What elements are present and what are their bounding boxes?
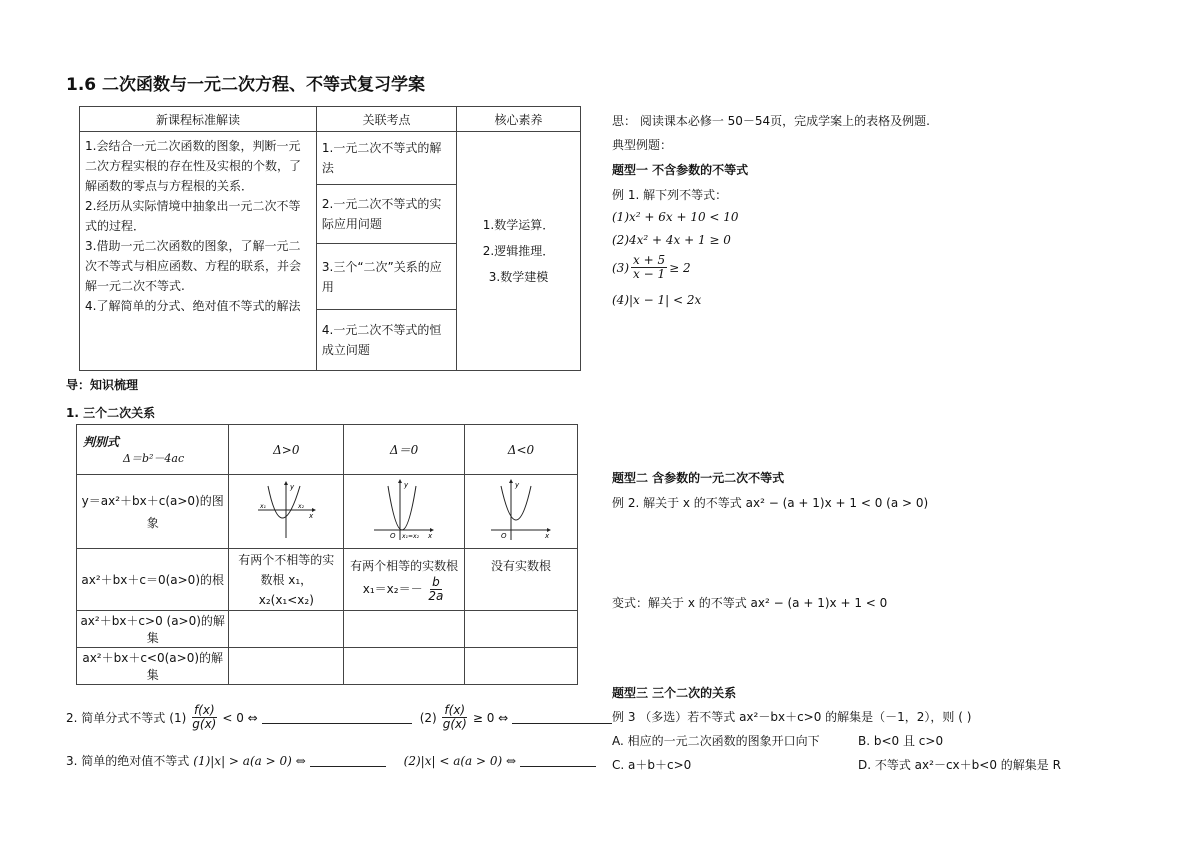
topic-cell: 3.三个“二次”关系的应用 (316, 244, 456, 309)
example1-item3-fraction (631, 254, 667, 281)
type2-heading: 题型二 含参数的一元二次不等式 (612, 471, 785, 485)
answer-blank[interactable] (520, 754, 596, 767)
col-delta-positive: Δ>0 (229, 425, 344, 475)
example2-prompt: 例 2. 解关于 x 的不等式 ax² − (a + 1)x + 1 < 0 (a > 0) (612, 496, 929, 510)
standards-cell (80, 132, 317, 371)
example1-item3 (612, 254, 691, 281)
literacy-cell (457, 132, 581, 371)
topic-cell: 1.一元二次不等式的解法 (316, 132, 456, 185)
corner-formula: Δ＝b²－4ac (123, 452, 185, 465)
option-b[interactable]: B. b<0 且 c>0 (858, 734, 944, 748)
axis-y-label: y (404, 481, 409, 489)
section-dao-heading: 导：知识梳理 (66, 378, 139, 392)
fraction-numerator: b (432, 575, 440, 589)
fraction-denominator: 2a (428, 589, 444, 603)
row-lt-label: ax²＋bx＋c<0(a>0)的解集 (77, 648, 229, 685)
origin-label: O (390, 532, 396, 540)
topic-cell: 2.一元二次不等式的实际应用问题 (316, 185, 456, 244)
option-c[interactable]: C. a＋b＋c>0 (612, 758, 692, 772)
standard-item: 1.会结合一元二次函数的图象，判断一元二次方程实根的存在性及实根的个数，了解函数的零点与方程根的关系． (85, 139, 302, 193)
typical-examples-heading: 典型例题： (612, 138, 673, 152)
blank-cell (344, 648, 465, 685)
origin-label: O (500, 532, 507, 540)
item3-prefix: 3. 简单的绝对值不等式 (66, 754, 190, 768)
row-graph-label: y＝ax²＋bx＋c(a>0)的图象 (77, 475, 229, 549)
item3-part1: (1)|x| > a(a > 0) ⇔ (193, 753, 306, 768)
example1-item2: (2)4x² + 4x + 1 ≥ 0 (612, 233, 731, 247)
double-root-label: x₁=x₂ (402, 533, 420, 540)
page-title: 1.6 二次函数与一元二次方程、不等式复习学案 (66, 75, 426, 95)
roots-two: 有两个不相等的实数根 x₁，x₂(x₁<x₂) (229, 549, 344, 611)
standard-item: 3.借助一元二次函数的图象，了解一元二次不等式与相应函数、方程的联系，并会解一元二次不等式. (85, 239, 302, 293)
literacy-item: 3.数学建模 (488, 270, 549, 284)
fraction-numerator: x + 5 (633, 253, 666, 267)
literacy-item: 2.逻辑推理． (482, 244, 555, 258)
fraction-denominator: g(x) (442, 717, 467, 731)
standard-item: 4.了解简单的分式、绝对值不等式的解法 (85, 299, 301, 313)
si-instruction: 思： 阅读课本必修一 50－54页，完成学案上的表格及例题. (612, 114, 930, 128)
root-x1-label: x₁ (260, 503, 267, 510)
example1-prompt: 例 1. 解下列不等式： (612, 188, 728, 202)
item2-relation1: < 0 ⇔ (222, 710, 258, 725)
parabola-one-root-graph (372, 478, 436, 542)
blank-cell (344, 611, 465, 648)
section1-heading: 1. 三个二次关系 (66, 406, 156, 420)
graph-one-root (344, 475, 465, 549)
axis-y-label: y (290, 483, 295, 491)
fraction-denominator: x − 1 (633, 267, 666, 281)
parabola-two-roots-graph (256, 480, 316, 540)
fraction-fx-gx (441, 704, 469, 731)
col-delta-negative: Δ<0 (464, 425, 577, 475)
example1-item4: (4)|x − 1| < 2x (612, 293, 702, 307)
item3-part2: (2)|x| < a(a > 0) ⇔ (403, 753, 517, 768)
roots-equal-fraction (426, 576, 445, 603)
row-gt-label: ax²＋bx＋c>0 (a>0)的解集 (77, 611, 229, 648)
literacy-item: 1.数学运算． (482, 218, 555, 232)
roots-none: 没有实数根 (464, 549, 577, 611)
corner-title: 判别式 (83, 435, 120, 449)
axis-x-label: x (544, 532, 550, 540)
discriminant-corner (77, 425, 229, 475)
blank-cell (229, 648, 344, 685)
example1-item3-label: (3) (612, 260, 629, 275)
fraction-inequality-line (66, 704, 612, 731)
answer-blank[interactable] (512, 711, 612, 724)
row-roots-label: ax²＋bx＋c＝0(a>0)的根 (77, 549, 229, 611)
variant-prompt: 变式：解关于 x 的不等式 ax² − (a + 1)x + 1 < 0 (612, 596, 888, 610)
col-header-standards: 新课程标准解读 (80, 107, 317, 132)
example3-prompt: 例 3 （多选）若不等式 ax²－bx＋c>0 的解集是（－1，2），则 ( ) (612, 710, 972, 724)
blank-cell (464, 611, 577, 648)
fraction-denominator: g(x) (192, 717, 217, 731)
graph-two-roots (229, 475, 344, 549)
example1-item3-relation: ≥ 2 (669, 260, 691, 275)
col-header-topics: 关联考点 (316, 107, 456, 132)
root-x2-label: x₂ (298, 503, 305, 510)
abs-inequality-line (66, 752, 596, 769)
standard-item: 2.经历从实际情境中抽象出一元二次不等式的过程． (85, 199, 301, 233)
col-header-literacy: 核心素养 (457, 107, 581, 132)
type1-heading: 题型一 不含参数的不等式 (612, 163, 749, 177)
axis-x-label: x (428, 532, 433, 540)
answer-blank[interactable] (262, 711, 412, 724)
roots-equal (344, 549, 465, 611)
type3-heading: 题型三 三个二次的关系 (612, 686, 737, 700)
three-quadratics-table (76, 424, 578, 685)
blank-cell (229, 611, 344, 648)
axis-x-label: x (309, 512, 314, 520)
answer-blank[interactable] (310, 754, 386, 767)
fraction-fx-gx (190, 704, 218, 731)
example1-item1: (1)x² + 6x + 10 < 10 (612, 210, 739, 224)
axis-y-label: y (514, 481, 520, 489)
option-a[interactable]: A. 相应的一元二次函数的图象开口向下 (612, 734, 820, 748)
item2-prefix: 2. 简单分式不等式 (66, 711, 166, 725)
blank-cell (464, 648, 577, 685)
option-d[interactable]: D. 不等式 ax²－cx＋b<0 的解集是 R (858, 758, 1061, 772)
roots-equal-text: 有两个相等的实数根 x₁＝x₂＝－ (350, 559, 459, 596)
item2-part1-label: (1) (169, 710, 187, 725)
item2-part2-label: (2) (419, 710, 437, 725)
topic-cell: 4.一元二次不等式的恒成立问题 (316, 309, 456, 370)
parabola-no-root-graph (489, 478, 553, 542)
fraction-numerator: f(x) (193, 703, 215, 717)
graph-no-root (464, 475, 577, 549)
col-delta-zero: Δ＝0 (344, 425, 465, 475)
fraction-numerator: f(x) (444, 703, 466, 717)
standards-table (79, 106, 581, 371)
item2-relation2: ≥ 0 ⇔ (472, 710, 509, 725)
